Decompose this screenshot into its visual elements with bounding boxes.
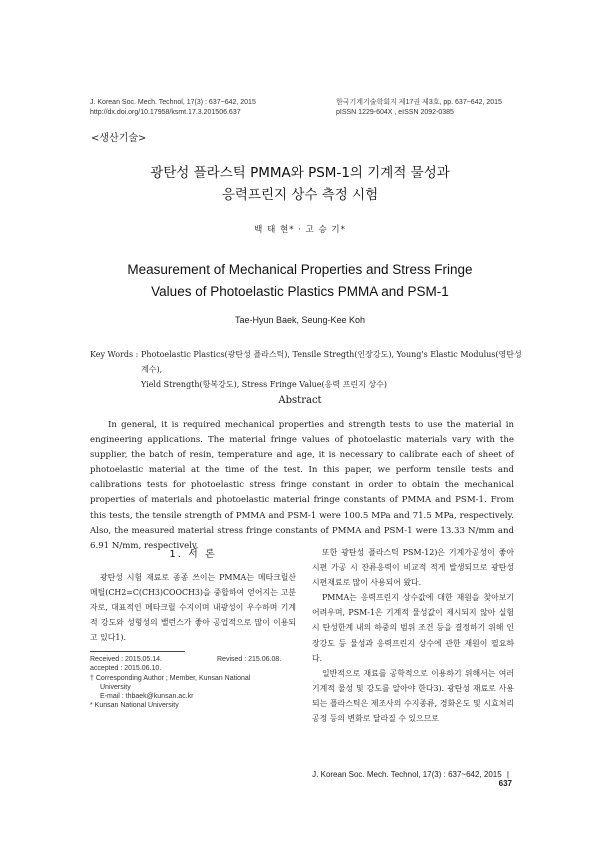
page-number: 637 — [498, 779, 512, 788]
title-korean-line2: 응력프린지 상수 측정 시험 — [221, 187, 379, 203]
footnotes — [90, 655, 302, 711]
authors-korean: 백 태 현* · 고 승 기* — [254, 225, 346, 235]
issn-line: pISSN 1229-604X , eISSN 2092-0385 — [336, 109, 454, 116]
section-label: <생산기술> — [91, 133, 147, 144]
footer-citation: J. Korean Soc. Mech. Technol, 17(3) : 637~642, 2015 — [312, 770, 502, 779]
footnote-divider — [90, 651, 185, 652]
authors-english: Tae-Hyun Baek, Seung-Kee Koh — [234, 315, 366, 325]
page-footer — [296, 770, 512, 788]
abstract-heading: Abstract — [278, 395, 322, 406]
title-korean — [0, 162, 600, 206]
intro-left-text — [90, 570, 296, 645]
title-english-line2: Values of Photoelastic Plastics PMMA and PSM-1 — [151, 284, 449, 299]
keywords-line1: Photoelastic Plastics(광탄성 플라스틱), Tensile Stregth(인장강도), Young's Elastic Modulus(영탄성 계수), — [141, 350, 522, 374]
footnote-dates — [90, 655, 302, 664]
journal-citation-ko: 한국기계기술학회지 제17권 제3호, pp. 637~642, 2015 — [336, 99, 502, 106]
title-korean-line1: 광탄성 플라스틱 PMMA와 PSM-1의 기계적 물성과 — [150, 165, 450, 181]
intro-paragraph-1: 광탄성 시험 재료로 종종 쓰이는 PMMA는 메타크릴산 메틸(CH2=C(CH3)COOCH3)을 중합하여 얻어지는 고분자로, 대표적인 메타크릴 수지이며 내광성이 우수하며 기계적 강도와 성형성의 밸런스가 좋아 공업적으로 많이 이용되고 있다1). — [90, 573, 296, 643]
author-email[interactable]: E-mail : thbaek@kunsan.ac.kr — [100, 693, 194, 701]
corresponding-author: † Corresponding Author ; Member, Kunsan National — [90, 674, 251, 682]
running-header-left — [90, 98, 256, 118]
journal-citation: J. Korean Soc. Mech. Technol, 17(3) : 637~642, 2015 — [90, 99, 256, 106]
received-date: Received : 2015.05.14. — [90, 656, 162, 663]
intro-paragraph-4: 일반적으로 재료를 공학적으로 이용하기 위해서는 여러 기계적 물성 및 강도를 알아야 한다3). 광탄성 재료로 사용되는 플라스틱은 제조사의 수지종류, 경화온도 및 시효처리 공정 등의 변화로 달라질 수 있으므로 — [312, 668, 514, 724]
corresponding-university: University — [100, 683, 131, 691]
title-english-line1: Measurement of Mechanical Properties and Stress Fringe — [127, 262, 473, 277]
intro-right-text — [312, 545, 514, 726]
abstract-text: In general, it is required mechanical properties and strength tests to use the material in engineering applications. The material fringe values of photoelastic materials vary with the supplier, the batch of resin, temperature and age, it is necessary to calibrate each of sheet of photoelastic material at the time of the test. In this paper, we perform tensile tests and calibrations tests for photoelastic stress fringe constant in order to obtain the mechanical properties of materials and photoelastic material fringe constants of PMMA and PSM-1. From this tests, the tensile strength of PMMA and PSM-1 were 100.5 MPa and 71.5 MPa, respectively. Also, the measured material stress fringe constants of PMMA and PSM-1 were 13.33 N/mm and 6.91 N/mm, respectively. — [90, 420, 514, 551]
keywords-label: Key Words : — [90, 350, 139, 359]
title-english — [0, 259, 600, 303]
abstract-body — [90, 418, 514, 554]
left-column — [90, 545, 296, 645]
intro-paragraph-2: 또한 광탄성 플라스틱 PSM-12)은 기계가공성이 좋아 시편 가공 시 잔류응력이 비교적 적게 발생되므로 광탄성 시편재료로 많이 사용되어 왔다. — [312, 548, 514, 588]
keywords-line2: Yield Strength(항복강도), Stress Fringe Value(응력 프린지 상수) — [141, 380, 387, 389]
footer-separator: | — [506, 770, 509, 779]
intro-paragraph-3: PMMA는 응력프린지 상수값에 대한 재원을 찾아보기 어려우며, PSM-1은 기계적 물성값이 제시되지 않아 실험시 탄성한계 내의 하중의 범위 조건 등을 결정하기 위해 인장강도 등 물성과 응력프린지 상수에 관한 재원이 필요하다. — [312, 593, 514, 663]
keywords-block — [90, 347, 530, 392]
author-affiliation: * Kunsan National University — [90, 702, 179, 710]
section-heading-introduction: 1. 서 론 — [169, 549, 217, 560]
right-column — [312, 545, 514, 726]
accepted-date: accepted : 2015.06.10. — [90, 665, 162, 673]
revised-date: Revised : 215.06.08. — [217, 656, 282, 663]
doi-link[interactable]: http://dx.doi.org/10.17958/ksmt.17.3.201506.637 — [90, 109, 241, 116]
running-header-right — [336, 98, 510, 118]
